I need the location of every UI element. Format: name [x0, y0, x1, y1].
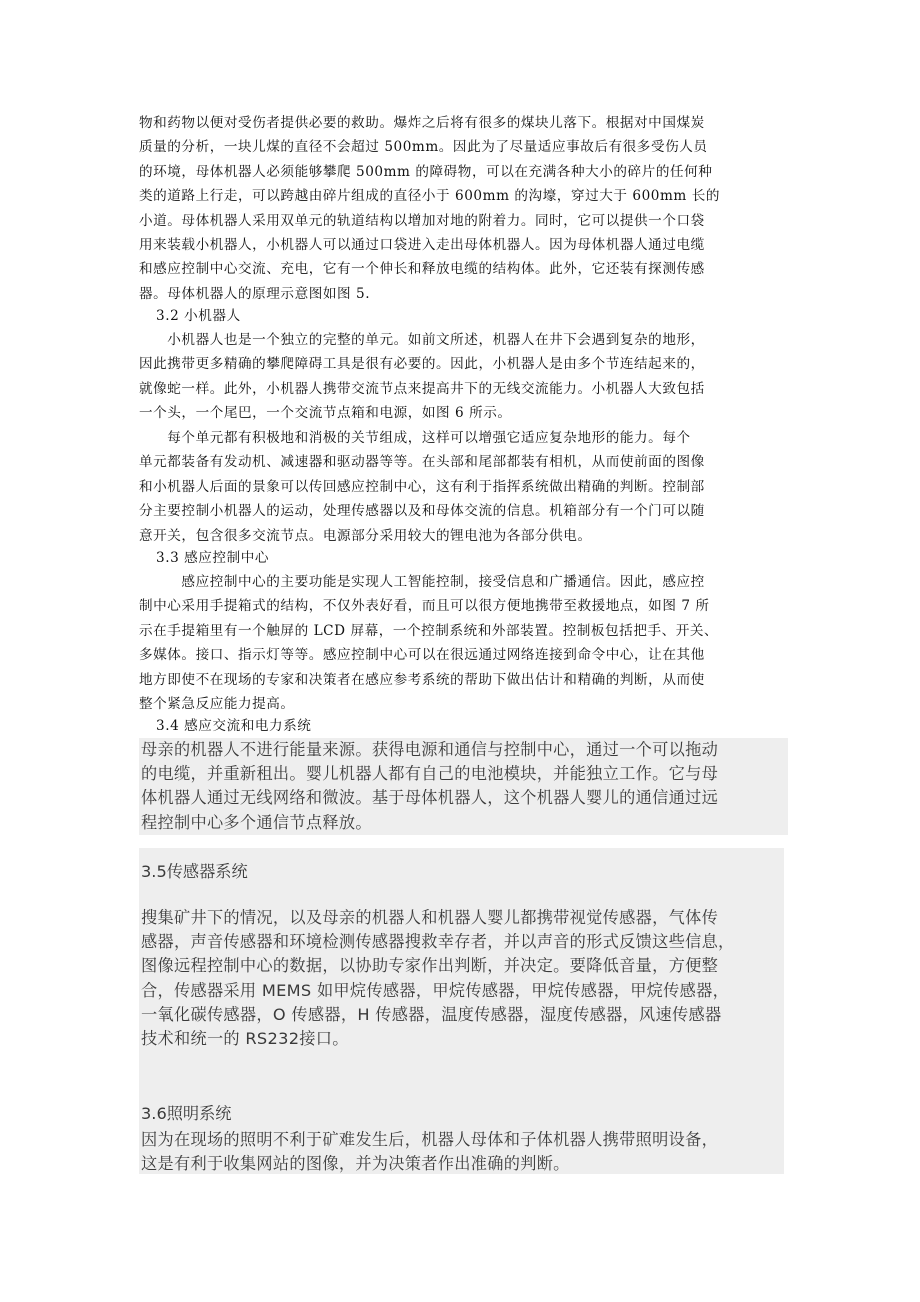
- text-line: 母亲的机器人不进行能量来源。获得电源和通信与控制中心，通过一个可以拖动: [141, 740, 719, 759]
- text-line: 和感应控制中心交流、充电，它有一个伸长和释放电缆的结构体。此外，它还装有探测传感: [139, 261, 705, 278]
- text-line: 用来装载小机器人，小机器人可以通过口袋进入走出母体机器人。因为母体机器人通过电缆: [139, 237, 705, 254]
- text-line: 体机器人通过无线网络和微波。基于母体机器人，这个机器人婴儿的通信通过远: [141, 788, 719, 808]
- section-heading-3-5: [139, 848, 784, 896]
- section-heading-3-3: 3.3 感应控制中心: [156, 550, 270, 566]
- paragraph-mother-robot: [139, 111, 784, 306]
- text-line: 技术和统一的 RS232接口。: [141, 1029, 349, 1049]
- text-line: 质量的分析，一块儿煤的直径不会超过 500mm。因此为了尽量适应事故后有很多受伤人员: [139, 139, 708, 156]
- paragraph-sensor-system: [139, 896, 784, 1090]
- text-line: 多媒体。接口、指示灯等等。感应控制中心可以在很远通过网络连接到命令中心，让在其他: [139, 647, 705, 664]
- text-line: 这是有利于收集网站的图像，并为决策者作出准确的判断。: [141, 1154, 570, 1174]
- text-line: 就像蛇一样。此外，小机器人携带交流节点来提高井下的无线交流能力。小机器人大致包括: [139, 380, 705, 397]
- text-line: 一个头，一个尾巴，一个交流节点箱和电源，如图 6 所示。: [139, 405, 512, 422]
- text-line: 程控制中心多个通信节点释放。: [141, 812, 372, 832]
- text-line: 制中心采用手提箱式的结构，不仅外表好看，而且可以很方便地携带至救援地点，如图 7 所: [139, 598, 710, 615]
- text-line: 感应控制中心的主要功能是实现人工智能控制，接受信息和广播通信。因此，感应控: [139, 574, 705, 590]
- text-line: 因此携带更多精确的攀爬障碍工具是很有必要的。因此，小机器人是由多个节连结起来的，: [139, 356, 705, 373]
- paragraph-lighting-system: [139, 1128, 784, 1174]
- section-heading-3-2: 3.2 小机器人: [156, 308, 241, 324]
- text-line: 示在手提箱里有一个触屏的 LCD 屏幕，一个控制系统和外部装置。控制板包括把手、开关、: [139, 622, 719, 639]
- text-line: 物和药物以便对受伤者提供必要的救助。爆炸之后将有很多的煤块儿落下。根据对中国煤炭: [139, 115, 705, 131]
- text-line: 小道。母体机器人采用双单元的轨道结构以增加对地的附着力。同时，它可以提供一个口袋: [139, 212, 705, 229]
- text-line: 意开关，包含很多交流节点。电源部分采用较大的锂电池为各部分供电。: [139, 527, 592, 544]
- section-heading-3-6: [139, 1090, 784, 1128]
- text-line: 合，传感器采用 MEMS 如甲烷传感器，甲烷传感器，甲烷传感器，甲烷传感器，: [141, 980, 730, 1000]
- paragraph-power-system: [139, 738, 788, 835]
- text-line: 器。母体机器人的原理示意图如图 5.: [139, 285, 371, 302]
- text-line: 因为在现场的照明不利于矿难发生后，机器人母体和子体机器人携带照明设备，: [141, 1130, 719, 1149]
- text-line: 每个单元都有积极地和消极的关节组成，这样可以增强它适应复杂地形的能力。每个: [139, 430, 691, 446]
- text-line: 一氧化碳传感器，O 传感器，H 传感器，温度传感器，湿度传感器，风速传感器: [141, 1004, 722, 1024]
- text-line: 感器，声音传感器和环境检测传感器搜救幸存者，并以声音的形式反馈这些信息，: [141, 932, 735, 952]
- text-line: 的环境，母体机器人必须能够攀爬 500mm 的障碍物，可以在充满各种大小的碎片的任何种: [139, 163, 713, 180]
- heading-text: 3.6照明系统: [141, 1104, 232, 1123]
- text-line: 整个紧急反应能力提高。: [139, 696, 295, 713]
- paragraph-small-robot: [139, 328, 784, 426]
- text-line: 搜集矿井下的情况，以及母亲的机器人和机器人婴儿都携带视觉传感器，气体传: [141, 908, 719, 927]
- heading-text: 3.5传感器系统: [141, 862, 248, 881]
- text-line: 的电缆，并重新租出。婴儿机器人都有自己的电池模块，并能独立工作。它与母: [141, 764, 719, 784]
- text-line: 类的道路上行走，可以跨越由碎片组成的直径小于 600mm 的沟壕，穿过大于 600mm 长的: [139, 188, 721, 205]
- paragraph-control-center: [139, 570, 784, 716]
- text-line: 分主要控制小机器人的运动，处理传感器以及和母体交流的信息。机箱部分有一个门可以随: [139, 503, 705, 520]
- text-line: 单元都装备有发动机、减速器和驱动器等等。在头部和尾部都装有相机，从而使前面的图像: [139, 454, 705, 471]
- text-line: 地方即使不在现场的专家和决策者在感应参考系统的帮助下做出估计和精确的判断，从而使: [139, 671, 705, 688]
- section-heading-3-4: 3.4 感应交流和电力系统: [156, 718, 312, 734]
- text-line: 和小机器人后面的景象可以传回感应控制中心，这有利于指挥系统做出精确的判断。控制部: [139, 478, 705, 495]
- paragraph-small-robot-units: [139, 426, 784, 548]
- text-line: 小机器人也是一个独立的完整的单元。如前文所述，机器人在井下会遇到复杂的地形，: [139, 332, 705, 348]
- text-line: 图像远程控制中心的数据，以协助专家作出判断，并决定。要降低音量，方便整: [141, 956, 719, 976]
